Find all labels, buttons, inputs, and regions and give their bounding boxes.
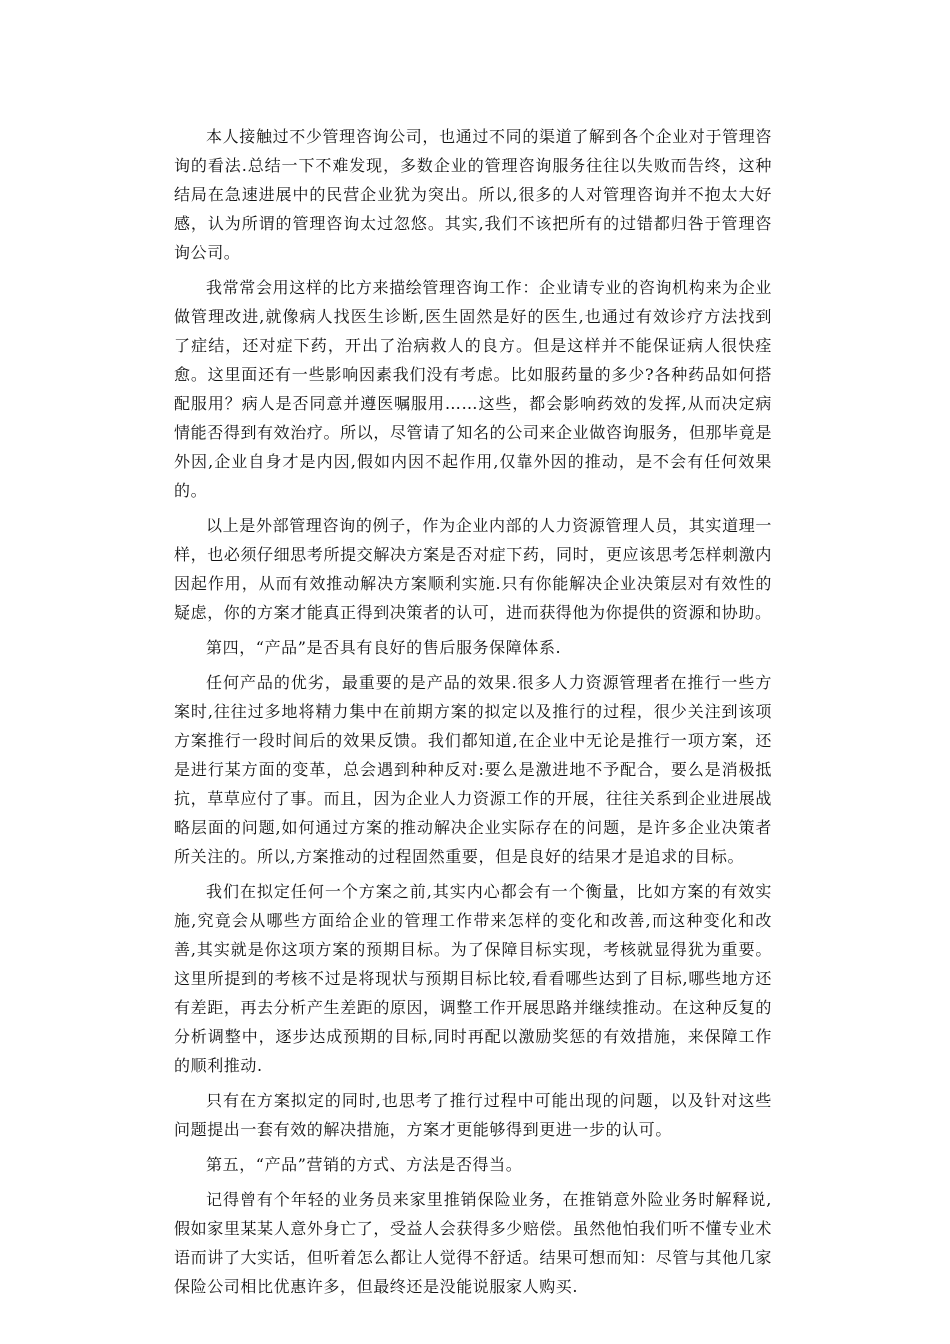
paragraph-1: 本人接触过不少管理咨询公司，也通过不同的渠道了解到各个企业对于管理咨询的看法.总结一下不难发现，多数企业的管理咨询服务往往以失败而告终，这种结局在急速进展中的民营企业犹为突出。所以,很多的人对管理咨询并不抱太大好感，认为所谓的管理咨询太过忽悠。其实,我们不该把所有的过错都归咎于管理咨询公司。 (174, 127, 772, 262)
paragraph-6: 我们在拟定任何一个方案之前,其实内心都会有一个衡量，比如方案的有效实施,究竟会从哪些方面给企业的管理工作带来怎样的变化和改善,而这种变化和改善,其实就是你这项方案的预期目标。为了保障目标实现，考核就显得犹为重要。这里所提到的考核不过是将现状与预期目标比较,看看哪些达到了目标,哪些地方还有差距，再去分析产生差距的原因，调整工作开展思路并继续推动。在这种反复的分析调整中，逐步达成预期的目标,同时再配以激励奖惩的有效措施，来保障工作的顺利推动. (174, 882, 772, 1075)
paragraph-7: 只有在方案拟定的同时,也思考了推行过程中可能出现的问题，以及针对这些问题提出一套有效的解决措施，方案才更能够得到更进一步的认可。 (174, 1091, 772, 1139)
paragraph-3: 以上是外部管理咨询的例子，作为企业内部的人力资源管理人员，其实道理一样，也必须仔细思考所提交解决方案是否对症下药，同时，更应该思考怎样刺激内因起作用，从而有效推动解决方案顺利实施.只有你能解决企业决策层对有效性的疑虑，你的方案才能真正得到决策者的认可，进而获得他为你提供的资源和协助。 (174, 516, 772, 622)
paragraph-5: 任何产品的优劣，最重要的是产品的效果.很多人力资源管理者在推行一些方案时,往往过多地将精力集中在前期方案的拟定以及推行的过程，很少关注到该项方案推行一段时间后的效果反馈。我们都知道,在企业中无论是推行一项方案，还是进行某方面的变革，总会遇到种种反对:要么是激进地不予配合，要么是消极抵抗，草草应付了事。而且，因为企业人力资源工作的开展，往往关系到企业进展战略层面的问题,如何通过方案的推动解决企业实际存在的问题，是许多企业决策者所关注的。所以,方案推动的过程固然重要，但是良好的结果才是追求的目标。 (174, 673, 772, 866)
section-heading-5: 第五，“产品”营销的方式、方法是否得当。 (206, 1155, 523, 1174)
section-heading-4: 第四，“产品”是否具有良好的售后服务保障体系. (206, 638, 562, 657)
document-body (174, 122, 772, 1307)
paragraph-2: 我常常会用这样的比方来描绘管理咨询工作：企业请专业的咨询机构来为企业做管理改进,就像病人找医生诊断,医生固然是好的医生,也通过有效诊疗方法找到了症结，还对症下药，开出了治病救人的良方。但是这样并不能保证病人很快痊愈。这里面还有一些影响因素我们没有考虑。比如服药量的多少?各种药品如何搭配服用？病人是否同意并遵医嘱服用……这些，都会影响药效的发挥,从而决定病情能否得到有效治疗。所以，尽管请了知名的公司来企业做咨询服务，但那毕竟是外因,企业自身才是内因,假如内因不起作用,仅靠外因的推动，是不会有任何效果的。 (174, 278, 772, 500)
paragraph-9: 记得曾有个年轻的业务员来家里推销保险业务，在推销意外险业务时解释说,假如家里某某人意外身亡了，受益人会获得多少赔偿。虽然他怕我们听不懂专业术语而讲了大实话，但听着怎么都让人觉得不舒适。结果可想而知：尽管与其他几家保险公司相比优惠许多，但最终还是没能说服家人购买. (174, 1190, 772, 1296)
